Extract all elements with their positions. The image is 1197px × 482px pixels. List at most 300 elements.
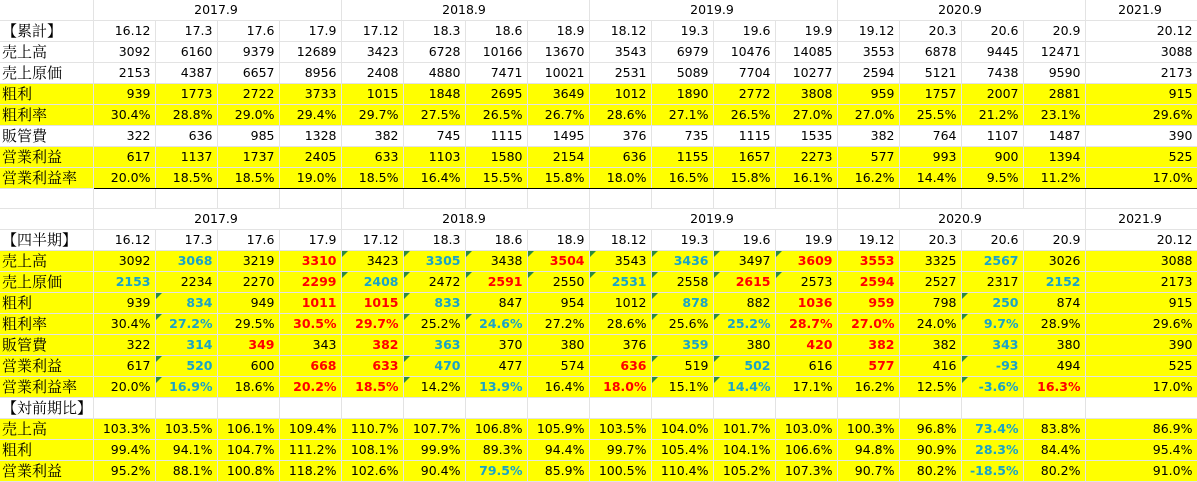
value-cell[interactable]: 99.4%	[93, 440, 155, 461]
value-cell[interactable]: 2695	[465, 84, 527, 105]
value-cell[interactable]: 21.2%	[961, 105, 1023, 126]
quarter-header[interactable]: 19.12	[837, 21, 899, 42]
value-cell[interactable]: 29.0%	[217, 105, 279, 126]
value-cell[interactable]: 380	[1023, 335, 1085, 356]
value-cell[interactable]: 29.6%	[1085, 314, 1197, 335]
value-cell[interactable]: 370	[465, 335, 527, 356]
value-cell[interactable]: 18.6%	[217, 377, 279, 398]
year-header[interactable]: 2017.9	[93, 0, 341, 21]
value-cell[interactable]: 18.5%	[155, 168, 217, 189]
value-cell[interactable]: 3543	[589, 251, 651, 272]
value-cell[interactable]: 15.8%	[527, 168, 589, 189]
row-label[interactable]: 営業利益	[0, 147, 93, 168]
quarter-header[interactable]: 17.3	[155, 230, 217, 251]
value-cell[interactable]: 382	[899, 335, 961, 356]
value-cell[interactable]: 1137	[155, 147, 217, 168]
value-cell[interactable]: 28.3%	[961, 440, 1023, 461]
value-cell[interactable]: 2153	[93, 272, 155, 293]
empty-cell[interactable]	[651, 189, 713, 209]
empty-cell[interactable]	[279, 189, 341, 209]
value-cell[interactable]: 577	[837, 356, 899, 377]
value-cell[interactable]: 94.4%	[527, 440, 589, 461]
value-cell[interactable]: 15.1%	[651, 377, 713, 398]
value-cell[interactable]: 16.5%	[651, 168, 713, 189]
value-cell[interactable]: 577	[837, 147, 899, 168]
value-cell[interactable]: 3088	[1085, 42, 1197, 63]
value-cell[interactable]: 9445	[961, 42, 1023, 63]
value-cell[interactable]: 2772	[713, 84, 775, 105]
value-cell[interactable]: 636	[155, 126, 217, 147]
quarter-header[interactable]: 19.6	[713, 21, 775, 42]
value-cell[interactable]: 17.1%	[775, 377, 837, 398]
value-cell[interactable]: 1011	[279, 293, 341, 314]
value-cell[interactable]: 109.4%	[279, 419, 341, 440]
value-cell[interactable]: 106.6%	[775, 440, 837, 461]
value-cell[interactable]: 20.2%	[279, 377, 341, 398]
value-cell[interactable]: 382	[837, 335, 899, 356]
value-cell[interactable]: 494	[1023, 356, 1085, 377]
quarter-header[interactable]: 17.3	[155, 21, 217, 42]
empty-cell[interactable]	[899, 189, 961, 209]
value-cell[interactable]: 3068	[155, 251, 217, 272]
value-cell[interactable]: 12471	[1023, 42, 1085, 63]
value-cell[interactable]: 2234	[155, 272, 217, 293]
empty-cell[interactable]	[403, 189, 465, 209]
value-cell[interactable]: 382	[341, 126, 403, 147]
value-cell[interactable]: 600	[217, 356, 279, 377]
value-cell[interactable]: 90.9%	[899, 440, 961, 461]
value-cell[interactable]: 2615	[713, 272, 775, 293]
row-label[interactable]: 営業利益率	[0, 168, 93, 189]
quarter-header[interactable]: 18.12	[589, 21, 651, 42]
row-label[interactable]: 営業利益	[0, 356, 93, 377]
value-cell[interactable]: 107.3%	[775, 461, 837, 482]
value-cell[interactable]: 16.2%	[837, 168, 899, 189]
section-label[interactable]	[0, 0, 93, 21]
value-cell[interactable]: 26.7%	[527, 105, 589, 126]
value-cell[interactable]: 88.1%	[155, 461, 217, 482]
value-cell[interactable]: 16.2%	[837, 377, 899, 398]
value-cell[interactable]: 1487	[1023, 126, 1085, 147]
value-cell[interactable]: 2152	[1023, 272, 1085, 293]
value-cell[interactable]: 2173	[1085, 272, 1197, 293]
year-header[interactable]: 2019.9	[589, 0, 837, 21]
quarter-header[interactable]: 18.9	[527, 230, 589, 251]
quarter-header[interactable]: 17.12	[341, 230, 403, 251]
value-cell[interactable]: 470	[403, 356, 465, 377]
row-label[interactable]: 販管費	[0, 335, 93, 356]
value-cell[interactable]: 28.8%	[155, 105, 217, 126]
value-cell[interactable]: 14.2%	[403, 377, 465, 398]
value-cell[interactable]: 16.4%	[403, 168, 465, 189]
value-cell[interactable]: 2405	[279, 147, 341, 168]
value-cell[interactable]: 27.0%	[837, 314, 899, 335]
empty-cell[interactable]	[403, 398, 465, 419]
quarter-header[interactable]: 19.3	[651, 230, 713, 251]
row-label[interactable]: 販管費	[0, 126, 93, 147]
value-cell[interactable]: 322	[93, 335, 155, 356]
value-cell[interactable]: 20.0%	[93, 168, 155, 189]
value-cell[interactable]: 764	[899, 126, 961, 147]
value-cell[interactable]: 107.7%	[403, 419, 465, 440]
value-cell[interactable]: 3436	[651, 251, 713, 272]
value-cell[interactable]: 363	[403, 335, 465, 356]
value-cell[interactable]: 103.5%	[155, 419, 217, 440]
value-cell[interactable]: 2153	[93, 63, 155, 84]
value-cell[interactable]: 101.7%	[713, 419, 775, 440]
value-cell[interactable]: 2299	[279, 272, 341, 293]
value-cell[interactable]: 3609	[775, 251, 837, 272]
quarter-header[interactable]: 17.12	[341, 21, 403, 42]
value-cell[interactable]: 985	[217, 126, 279, 147]
value-cell[interactable]: 502	[713, 356, 775, 377]
row-label[interactable]: 売上高	[0, 251, 93, 272]
value-cell[interactable]: 108.1%	[341, 440, 403, 461]
value-cell[interactable]: 915	[1085, 84, 1197, 105]
value-cell[interactable]: 359	[651, 335, 713, 356]
value-cell[interactable]: 103.0%	[775, 419, 837, 440]
value-cell[interactable]: 520	[155, 356, 217, 377]
empty-cell[interactable]	[651, 398, 713, 419]
value-cell[interactable]: 2722	[217, 84, 279, 105]
value-cell[interactable]: 14.4%	[899, 168, 961, 189]
year-header[interactable]: 2021.9	[1085, 0, 1197, 21]
empty-cell[interactable]	[1085, 398, 1197, 419]
value-cell[interactable]: 7438	[961, 63, 1023, 84]
value-cell[interactable]: 7471	[465, 63, 527, 84]
empty-cell[interactable]	[775, 189, 837, 209]
empty-cell[interactable]	[837, 189, 899, 209]
value-cell[interactable]: 2273	[775, 147, 837, 168]
value-cell[interactable]: 26.5%	[465, 105, 527, 126]
value-cell[interactable]: 2154	[527, 147, 589, 168]
value-cell[interactable]: 19.0%	[279, 168, 341, 189]
quarter-header[interactable]: 19.6	[713, 230, 775, 251]
quarter-header[interactable]: 16.12	[93, 230, 155, 251]
value-cell[interactable]: 735	[651, 126, 713, 147]
year-header[interactable]: 2018.9	[341, 0, 589, 21]
value-cell[interactable]: 100.5%	[589, 461, 651, 482]
empty-cell[interactable]	[0, 209, 93, 230]
value-cell[interactable]: 80.2%	[1023, 461, 1085, 482]
value-cell[interactable]: 7704	[713, 63, 775, 84]
value-cell[interactable]: 104.1%	[713, 440, 775, 461]
value-cell[interactable]: -93	[961, 356, 1023, 377]
value-cell[interactable]: 86.9%	[1085, 419, 1197, 440]
value-cell[interactable]: 420	[775, 335, 837, 356]
value-cell[interactable]: 8956	[279, 63, 341, 84]
value-cell[interactable]: 1015	[341, 293, 403, 314]
value-cell[interactable]: 29.5%	[217, 314, 279, 335]
value-cell[interactable]: 322	[93, 126, 155, 147]
value-cell[interactable]: 27.0%	[837, 105, 899, 126]
value-cell[interactable]: 30.4%	[93, 105, 155, 126]
value-cell[interactable]: 3423	[341, 42, 403, 63]
value-cell[interactable]: 16.4%	[527, 377, 589, 398]
value-cell[interactable]: 250	[961, 293, 1023, 314]
quarter-header[interactable]: 20.12	[1085, 230, 1197, 251]
value-cell[interactable]: 3423	[341, 251, 403, 272]
value-cell[interactable]: 3088	[1085, 251, 1197, 272]
value-cell[interactable]: 6657	[217, 63, 279, 84]
value-cell[interactable]: 27.2%	[527, 314, 589, 335]
quarter-header[interactable]: 18.6	[465, 21, 527, 42]
year-header[interactable]: 2021.9	[1085, 209, 1197, 230]
empty-cell[interactable]	[527, 398, 589, 419]
empty-cell[interactable]	[155, 189, 217, 209]
value-cell[interactable]: 90.7%	[837, 461, 899, 482]
value-cell[interactable]: 2558	[651, 272, 713, 293]
value-cell[interactable]: 18.0%	[589, 377, 651, 398]
value-cell[interactable]: 25.2%	[403, 314, 465, 335]
value-cell[interactable]: 617	[93, 147, 155, 168]
value-cell[interactable]: 17.0%	[1085, 377, 1197, 398]
value-cell[interactable]: 2591	[465, 272, 527, 293]
quarter-header[interactable]: 20.6	[961, 21, 1023, 42]
year-header[interactable]: 2018.9	[341, 209, 589, 230]
value-cell[interactable]: 29.7%	[341, 105, 403, 126]
quarter-header[interactable]: 20.3	[899, 230, 961, 251]
value-cell[interactable]: 1103	[403, 147, 465, 168]
value-cell[interactable]: 111.2%	[279, 440, 341, 461]
empty-cell[interactable]	[0, 189, 93, 209]
empty-cell[interactable]	[961, 189, 1023, 209]
row-label[interactable]: 売上原価	[0, 272, 93, 293]
value-cell[interactable]: 993	[899, 147, 961, 168]
value-cell[interactable]: 18.5%	[341, 377, 403, 398]
value-cell[interactable]: 10476	[713, 42, 775, 63]
quarter-header[interactable]: 18.3	[403, 230, 465, 251]
quarter-header[interactable]: 19.9	[775, 21, 837, 42]
value-cell[interactable]: 103.5%	[589, 419, 651, 440]
empty-cell[interactable]	[279, 398, 341, 419]
value-cell[interactable]: 847	[465, 293, 527, 314]
empty-cell[interactable]	[217, 398, 279, 419]
value-cell[interactable]: 102.6%	[341, 461, 403, 482]
quarter-header[interactable]: 18.3	[403, 21, 465, 42]
value-cell[interactable]: 95.4%	[1085, 440, 1197, 461]
value-cell[interactable]: 99.7%	[589, 440, 651, 461]
value-cell[interactable]: 3543	[589, 42, 651, 63]
quarter-header[interactable]: 18.12	[589, 230, 651, 251]
value-cell[interactable]: 3504	[527, 251, 589, 272]
value-cell[interactable]: 96.8%	[899, 419, 961, 440]
value-cell[interactable]: 103.3%	[93, 419, 155, 440]
value-cell[interactable]: 2173	[1085, 63, 1197, 84]
value-cell[interactable]: 2594	[837, 63, 899, 84]
value-cell[interactable]: 1012	[589, 84, 651, 105]
value-cell[interactable]: -18.5%	[961, 461, 1023, 482]
value-cell[interactable]: 30.4%	[93, 314, 155, 335]
quarter-header[interactable]: 18.6	[465, 230, 527, 251]
empty-cell[interactable]	[341, 398, 403, 419]
value-cell[interactable]: 3026	[1023, 251, 1085, 272]
value-cell[interactable]: 27.5%	[403, 105, 465, 126]
value-cell[interactable]: 3733	[279, 84, 341, 105]
value-cell[interactable]: 25.6%	[651, 314, 713, 335]
value-cell[interactable]: 1737	[217, 147, 279, 168]
value-cell[interactable]: 12689	[279, 42, 341, 63]
value-cell[interactable]: 6878	[899, 42, 961, 63]
quarter-header[interactable]: 20.3	[899, 21, 961, 42]
value-cell[interactable]: 1495	[527, 126, 589, 147]
value-cell[interactable]: 343	[961, 335, 1023, 356]
value-cell[interactable]: 79.5%	[465, 461, 527, 482]
value-cell[interactable]: 1394	[1023, 147, 1085, 168]
value-cell[interactable]: 73.4%	[961, 419, 1023, 440]
value-cell[interactable]: 525	[1085, 356, 1197, 377]
value-cell[interactable]: 27.2%	[155, 314, 217, 335]
value-cell[interactable]: 29.6%	[1085, 105, 1197, 126]
value-cell[interactable]: 3438	[465, 251, 527, 272]
value-cell[interactable]: 382	[341, 335, 403, 356]
empty-cell[interactable]	[775, 398, 837, 419]
value-cell[interactable]: 84.4%	[1023, 440, 1085, 461]
value-cell[interactable]: 5121	[899, 63, 961, 84]
value-cell[interactable]: 2550	[527, 272, 589, 293]
value-cell[interactable]: 1155	[651, 147, 713, 168]
value-cell[interactable]: 90.4%	[403, 461, 465, 482]
value-cell[interactable]: 11.2%	[1023, 168, 1085, 189]
empty-cell[interactable]	[465, 398, 527, 419]
value-cell[interactable]: 110.4%	[651, 461, 713, 482]
value-cell[interactable]: 380	[713, 335, 775, 356]
value-cell[interactable]: 99.9%	[403, 440, 465, 461]
value-cell[interactable]: 94.8%	[837, 440, 899, 461]
empty-cell[interactable]	[465, 189, 527, 209]
empty-cell[interactable]	[1023, 189, 1085, 209]
value-cell[interactable]: 900	[961, 147, 1023, 168]
quarter-header[interactable]: 18.9	[527, 21, 589, 42]
value-cell[interactable]: 2408	[341, 63, 403, 84]
value-cell[interactable]: 16.3%	[1023, 377, 1085, 398]
value-cell[interactable]: 9.7%	[961, 314, 1023, 335]
value-cell[interactable]: 106.1%	[217, 419, 279, 440]
value-cell[interactable]: 3649	[527, 84, 589, 105]
value-cell[interactable]: 1107	[961, 126, 1023, 147]
value-cell[interactable]: 94.1%	[155, 440, 217, 461]
value-cell[interactable]: 29.4%	[279, 105, 341, 126]
value-cell[interactable]: 2408	[341, 272, 403, 293]
value-cell[interactable]: 314	[155, 335, 217, 356]
value-cell[interactable]: 16.1%	[775, 168, 837, 189]
value-cell[interactable]: 4880	[403, 63, 465, 84]
value-cell[interactable]: 477	[465, 356, 527, 377]
value-cell[interactable]: 2573	[775, 272, 837, 293]
value-cell[interactable]: 13.9%	[465, 377, 527, 398]
value-cell[interactable]: 834	[155, 293, 217, 314]
value-cell[interactable]: 28.9%	[1023, 314, 1085, 335]
value-cell[interactable]: 3310	[279, 251, 341, 272]
empty-cell[interactable]	[713, 189, 775, 209]
value-cell[interactable]: 85.9%	[527, 461, 589, 482]
value-cell[interactable]: 3808	[775, 84, 837, 105]
value-cell[interactable]: 110.7%	[341, 419, 403, 440]
value-cell[interactable]: 390	[1085, 335, 1197, 356]
year-header[interactable]: 2020.9	[837, 0, 1085, 21]
value-cell[interactable]: 798	[899, 293, 961, 314]
empty-cell[interactable]	[217, 189, 279, 209]
value-cell[interactable]: 2531	[589, 63, 651, 84]
value-cell[interactable]: 2881	[1023, 84, 1085, 105]
value-cell[interactable]: 104.7%	[217, 440, 279, 461]
quarter-header[interactable]: 20.12	[1085, 21, 1197, 42]
value-cell[interactable]: 5089	[651, 63, 713, 84]
year-header[interactable]: 2020.9	[837, 209, 1085, 230]
row-label[interactable]: 営業利益	[0, 461, 93, 482]
value-cell[interactable]: 26.5%	[713, 105, 775, 126]
value-cell[interactable]: 15.5%	[465, 168, 527, 189]
value-cell[interactable]: 3325	[899, 251, 961, 272]
value-cell[interactable]: 91.0%	[1085, 461, 1197, 482]
empty-cell[interactable]	[1085, 189, 1197, 209]
value-cell[interactable]: 9.5%	[961, 168, 1023, 189]
value-cell[interactable]: 2270	[217, 272, 279, 293]
value-cell[interactable]: 617	[93, 356, 155, 377]
quarter-header[interactable]: 17.9	[279, 230, 341, 251]
value-cell[interactable]: 3092	[93, 251, 155, 272]
value-cell[interactable]: 25.2%	[713, 314, 775, 335]
row-label[interactable]: 粗利	[0, 84, 93, 105]
value-cell[interactable]: 105.4%	[651, 440, 713, 461]
value-cell[interactable]: 2567	[961, 251, 1023, 272]
value-cell[interactable]: 28.7%	[775, 314, 837, 335]
value-cell[interactable]: 745	[403, 126, 465, 147]
empty-cell[interactable]	[899, 398, 961, 419]
value-cell[interactable]: 915	[1085, 293, 1197, 314]
value-cell[interactable]: 17.0%	[1085, 168, 1197, 189]
value-cell[interactable]: 89.3%	[465, 440, 527, 461]
value-cell[interactable]: 574	[527, 356, 589, 377]
value-cell[interactable]: 105.2%	[713, 461, 775, 482]
quarter-header[interactable]: 19.12	[837, 230, 899, 251]
value-cell[interactable]: 13670	[527, 42, 589, 63]
value-cell[interactable]: 83.8%	[1023, 419, 1085, 440]
value-cell[interactable]: 1657	[713, 147, 775, 168]
value-cell[interactable]: 2317	[961, 272, 1023, 293]
empty-cell[interactable]	[93, 398, 155, 419]
section-label[interactable]: 【四半期】	[0, 230, 93, 251]
value-cell[interactable]: 3219	[217, 251, 279, 272]
row-label[interactable]: 粗利率	[0, 105, 93, 126]
empty-cell[interactable]	[93, 189, 155, 209]
value-cell[interactable]: 1890	[651, 84, 713, 105]
value-cell[interactable]: 633	[341, 356, 403, 377]
value-cell[interactable]: 1012	[589, 293, 651, 314]
quarter-header[interactable]: 17.6	[217, 230, 279, 251]
value-cell[interactable]: 954	[527, 293, 589, 314]
value-cell[interactable]: 878	[651, 293, 713, 314]
value-cell[interactable]: 20.0%	[93, 377, 155, 398]
value-cell[interactable]: 18.5%	[341, 168, 403, 189]
empty-cell[interactable]	[837, 398, 899, 419]
value-cell[interactable]: 118.2%	[279, 461, 341, 482]
value-cell[interactable]: 27.0%	[775, 105, 837, 126]
value-cell[interactable]: 382	[837, 126, 899, 147]
value-cell[interactable]: 833	[403, 293, 465, 314]
value-cell[interactable]: 10021	[527, 63, 589, 84]
value-cell[interactable]: 18.0%	[589, 168, 651, 189]
value-cell[interactable]: 15.8%	[713, 168, 775, 189]
value-cell[interactable]: 949	[217, 293, 279, 314]
value-cell[interactable]: 100.8%	[217, 461, 279, 482]
value-cell[interactable]: 100.3%	[837, 419, 899, 440]
value-cell[interactable]: -3.6%	[961, 377, 1023, 398]
quarter-header[interactable]: 20.9	[1023, 230, 1085, 251]
value-cell[interactable]: 23.1%	[1023, 105, 1085, 126]
value-cell[interactable]: 2531	[589, 272, 651, 293]
value-cell[interactable]: 3497	[713, 251, 775, 272]
